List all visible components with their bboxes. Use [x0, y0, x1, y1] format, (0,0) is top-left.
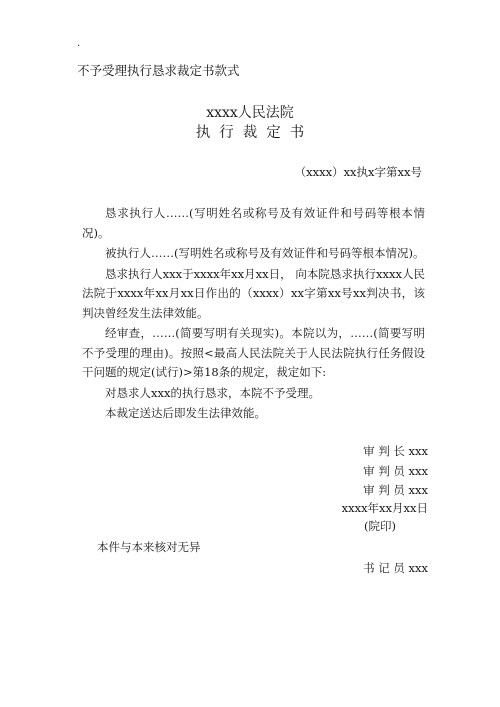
- judge-signature-2: 审 判 员 xxx: [363, 483, 428, 497]
- paragraph-applicant: 恳求执行人……(写明姓名或称号及有效证件和号码等根本情况)。: [82, 206, 425, 240]
- case-number: （xxxx）xx执x字第xx号: [294, 165, 422, 179]
- paragraph-ruling: 对恳求人xxx的执行恳求，本院不予受理。: [105, 385, 320, 400]
- court-name: xxxx人民法院: [206, 105, 294, 121]
- judge-signature-1: 审 判 员 xxx: [363, 464, 428, 478]
- verification-note: 本件与本来核对无异: [97, 540, 201, 554]
- court-seal: (院印): [364, 519, 396, 533]
- page-dot: .: [77, 38, 81, 49]
- clerk-signature: 书 记 员 xxx: [363, 561, 428, 575]
- paragraph-review: 经审查，……(简要写明有关现实)。本院以为，……(简要写明不予受理的理由)。按照<最高人民法院关于人民法院执行任务假设干问题的规定(试行)>第18条的规定，裁定如下:: [82, 326, 425, 379]
- paragraph-effect: 本裁定送达后即发生法律效能。: [105, 406, 266, 420]
- paragraph-application: 恳求执行人xxx于xxxx年xx月xx日， 向本院恳求执行xxxx人民法院于xxxx年xx月xx日作出的（xxxx）xx字第xx号xx判决书，该判决曾经发生法律效能。: [82, 266, 425, 320]
- ruling-date: xxxx年xx月xx日: [341, 501, 428, 515]
- document-title: 执行裁定书: [195, 125, 314, 141]
- chief-judge-signature: 审 判 长 xxx: [363, 444, 428, 458]
- form-title: 不予受理执行恳求裁定书款式: [77, 63, 240, 78]
- document-body: [82, 204, 425, 425]
- paragraph-respondent: 被执行人……(写明姓名或称号及有效证件和号码等根本情况)。: [105, 246, 425, 260]
